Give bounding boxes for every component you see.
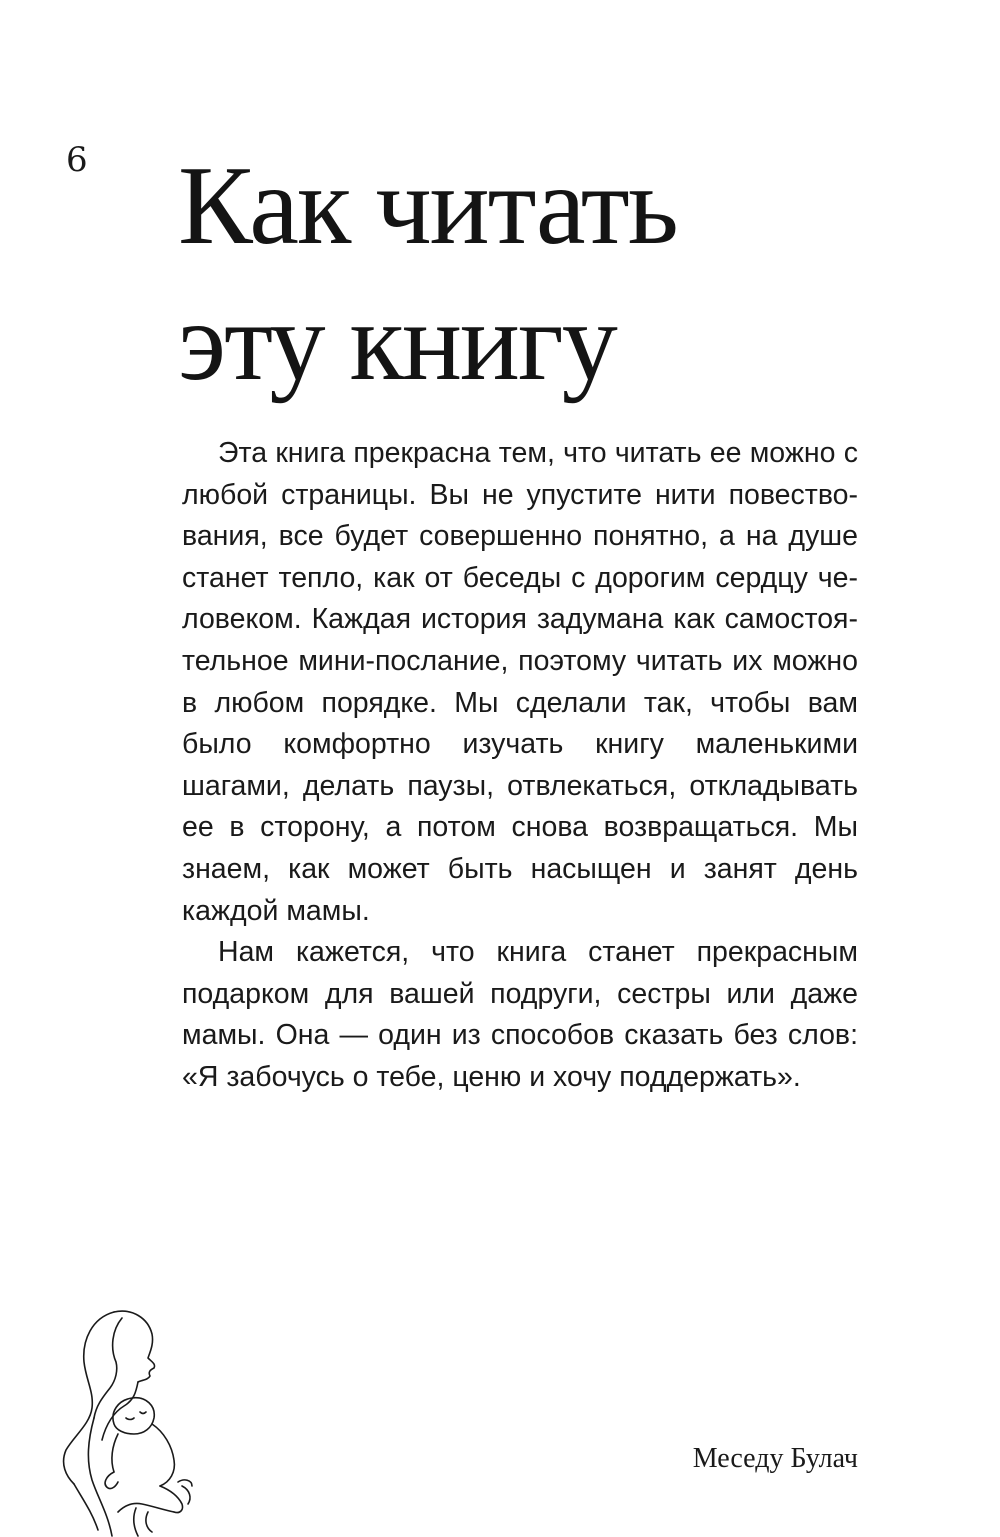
page-title <box>178 138 938 410</box>
author-name: Меседу Булач <box>692 1443 858 1474</box>
page-number: 6 <box>66 140 88 180</box>
title-line-1: Как читать <box>178 144 677 268</box>
title-line-2: эту книгу <box>178 280 616 404</box>
paragraph-2: Нам кажется, что книга станет прекрасным подарком для вашей подруги, сестры или даже мамы. Она — один из способов сказать без слов: «Я забочусь о тебе, ценю и хочу поддержать». <box>182 936 858 1093</box>
body-text <box>182 433 858 1099</box>
mother-holding-baby-line-art-icon <box>52 1300 212 1537</box>
paragraph-1: Эта книга прекрасна тем, что читать ее можно с любой страницы. Вы не упустите нити повествования, все будет совершенно понятно, а на душе станет тепло, как от беседы с дорогим сердцу человеком. Каждая история задумана как самостоятельное мини-послание, поэтому читать их можно в любом порядке. Мы сделали так, чтобы вам было комфортно изучать книгу маленькими шагами, делать паузы, отвлекаться, откладывать ее в сторону, а потом снова возвращаться. Мы знаем, как может быть насыщен и занят день каждой мамы. <box>182 437 858 927</box>
